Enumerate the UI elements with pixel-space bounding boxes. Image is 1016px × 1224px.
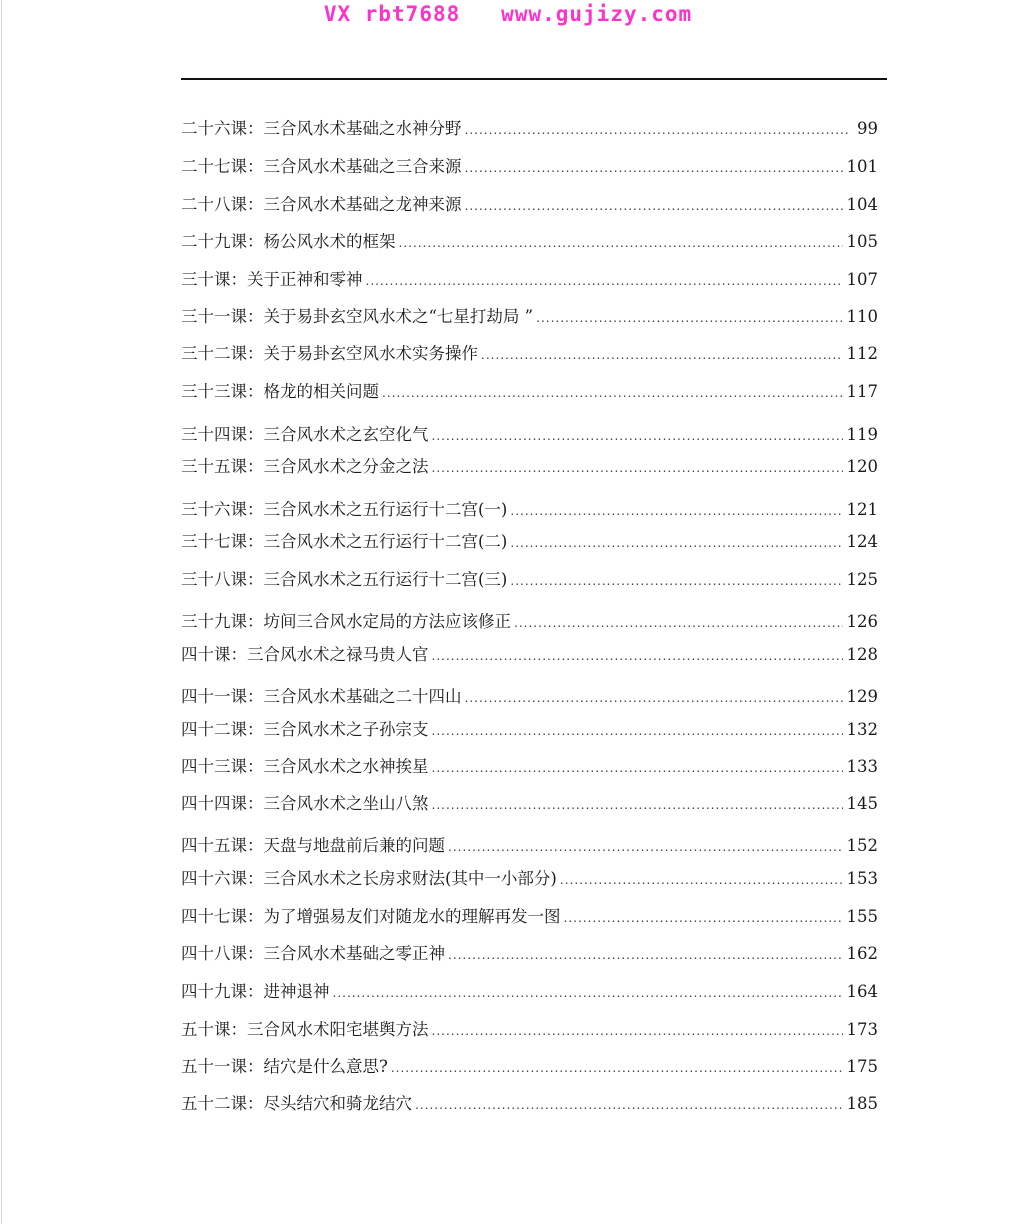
toc-entry[interactable] (181, 942, 878, 966)
watermark: VX rbt7688 www.gujizy.com (323, 2, 693, 26)
dot-leader (432, 756, 843, 780)
dot-leader (514, 611, 843, 635)
toc-entry[interactable] (181, 380, 878, 404)
toc-entry[interactable] (181, 905, 878, 929)
entry-page: 107 (846, 270, 878, 289)
entry-page: 125 (846, 570, 878, 589)
toc-entry[interactable] (181, 498, 878, 522)
dot-leader (366, 269, 843, 293)
entry-page: 104 (846, 195, 878, 214)
toc-entry[interactable] (181, 193, 878, 217)
entry-page: 119 (846, 425, 878, 444)
entry-title: 五十课：三合风水术阳宅堪舆方法 (181, 1020, 429, 1039)
entry-title: 二十九课：杨公风水术的框架 (181, 232, 396, 251)
toc-entry[interactable] (181, 568, 878, 592)
entry-title: 四十八课：三合风水术基础之零正神 (181, 944, 445, 963)
dot-leader (536, 306, 842, 330)
toc-entry[interactable] (181, 305, 878, 329)
entry-page: 101 (846, 157, 878, 176)
header-rule (181, 78, 887, 80)
entry-page: 155 (846, 907, 878, 926)
page-edge (1, 0, 2, 1224)
entry-page: 117 (846, 382, 878, 401)
toc-entry[interactable] (181, 1055, 878, 1079)
entry-title: 四十六课：三合风水术之长房求财法(其中一小部分) (181, 869, 557, 888)
entry-page: 133 (846, 757, 878, 776)
dot-leader (510, 499, 842, 523)
entry-title: 四十五课：天盘与地盘前后兼的问题 (181, 836, 445, 855)
entry-page: 121 (846, 500, 878, 519)
dot-leader (391, 1056, 843, 1080)
dot-leader (448, 835, 843, 859)
dot-leader (465, 156, 843, 180)
toc-entry[interactable] (181, 792, 878, 816)
entry-page: 105 (846, 232, 878, 251)
entry-title: 三十四课：三合风水术之玄空化气 (181, 425, 429, 444)
dot-leader (432, 1019, 843, 1043)
entry-page: 120 (846, 457, 878, 476)
entry-page: 152 (846, 836, 878, 855)
toc-entry[interactable] (181, 685, 878, 709)
toc-entry[interactable] (181, 1018, 878, 1042)
entry-title: 二十六课：三合风水术基础之水神分野 (181, 119, 462, 138)
dot-leader (465, 194, 843, 218)
entry-title: 三十一课：关于易卦玄空风水术之“七星打劫局 ” (181, 307, 534, 326)
entry-page: 153 (846, 869, 878, 888)
dot-leader (510, 569, 842, 593)
dot-leader (432, 456, 843, 480)
entry-title: 四十三课：三合风水术之水神挨星 (181, 757, 429, 776)
dot-leader (465, 118, 849, 142)
entry-title: 四十二课：三合风水术之子孙宗支 (181, 720, 429, 739)
dot-leader (382, 381, 843, 405)
entry-page: 126 (846, 612, 878, 631)
entry-page: 164 (846, 982, 878, 1001)
toc-entry[interactable] (181, 155, 878, 179)
dot-leader (448, 943, 843, 967)
entry-page: 128 (846, 645, 878, 664)
entry-title: 三十六课：三合风水术之五行运行十二宫(一) (181, 500, 508, 519)
entry-title: 五十一课：结穴是什么意思? (181, 1057, 388, 1076)
toc-entry[interactable] (181, 834, 878, 858)
entry-title: 三十九课：坊间三合风水定局的方法应该修正 (181, 612, 511, 631)
toc-entry[interactable] (181, 423, 878, 447)
entry-title: 三十课：关于正神和零神 (181, 270, 363, 289)
toc-entry[interactable] (181, 117, 878, 141)
entry-page: 132 (846, 720, 878, 739)
toc-entry[interactable] (181, 718, 878, 742)
entry-page: 112 (846, 344, 878, 363)
entry-page: 99 (857, 119, 878, 138)
entry-title: 二十八课：三合风水术基础之龙神来源 (181, 195, 462, 214)
dot-leader (432, 793, 843, 817)
dot-leader (432, 424, 843, 448)
toc-entry[interactable] (181, 643, 878, 667)
dot-leader (560, 868, 843, 892)
entry-title: 二十七课：三合风水术基础之三合来源 (181, 157, 462, 176)
toc-entry[interactable] (181, 455, 878, 479)
toc-entry[interactable] (181, 342, 878, 366)
entry-title: 三十五课：三合风水术之分金之法 (181, 457, 429, 476)
dot-leader (564, 906, 843, 930)
toc-entry[interactable] (181, 755, 878, 779)
entry-page: 129 (846, 687, 878, 706)
toc-entry[interactable] (181, 230, 878, 254)
entry-page: 124 (846, 532, 878, 551)
entry-page: 162 (846, 944, 878, 963)
dot-leader (465, 686, 843, 710)
dot-leader (510, 531, 842, 555)
dot-leader (399, 231, 843, 255)
toc-entry[interactable] (181, 268, 878, 292)
entry-title: 四十课：三合风水术之禄马贵人官 (181, 645, 429, 664)
entry-title: 五十二课：尽头结穴和骑龙结穴 (181, 1094, 412, 1113)
entry-page: 185 (846, 1094, 878, 1113)
dot-leader (432, 719, 843, 743)
toc-entry[interactable] (181, 610, 878, 634)
toc-entry[interactable] (181, 867, 878, 891)
dot-leader (432, 644, 843, 668)
entry-title: 四十一课：三合风水术基础之二十四山 (181, 687, 462, 706)
toc-entry[interactable] (181, 530, 878, 554)
entry-title: 四十四课：三合风水术之坐山八煞 (181, 794, 429, 813)
entry-title: 四十七课：为了增强易友们对随龙水的理解再发一图 (181, 907, 561, 926)
entry-title: 四十九课：进神退神 (181, 982, 330, 1001)
entry-page: 175 (846, 1057, 878, 1076)
entry-title: 三十三课：格龙的相关问题 (181, 382, 379, 401)
dot-leader (481, 343, 843, 367)
entry-page: 173 (846, 1020, 878, 1039)
toc-entry[interactable] (181, 980, 878, 1004)
dot-leader (415, 1093, 843, 1117)
entry-title: 三十七课：三合风水术之五行运行十二宫(二) (181, 532, 508, 551)
entry-page: 110 (846, 307, 878, 326)
toc-entry[interactable] (181, 1092, 878, 1116)
entry-title: 三十八课：三合风水术之五行运行十二宫(三) (181, 570, 508, 589)
entry-page: 145 (846, 794, 878, 813)
dot-leader (333, 981, 843, 1005)
entry-title: 三十二课：关于易卦玄空风水术实务操作 (181, 344, 478, 363)
